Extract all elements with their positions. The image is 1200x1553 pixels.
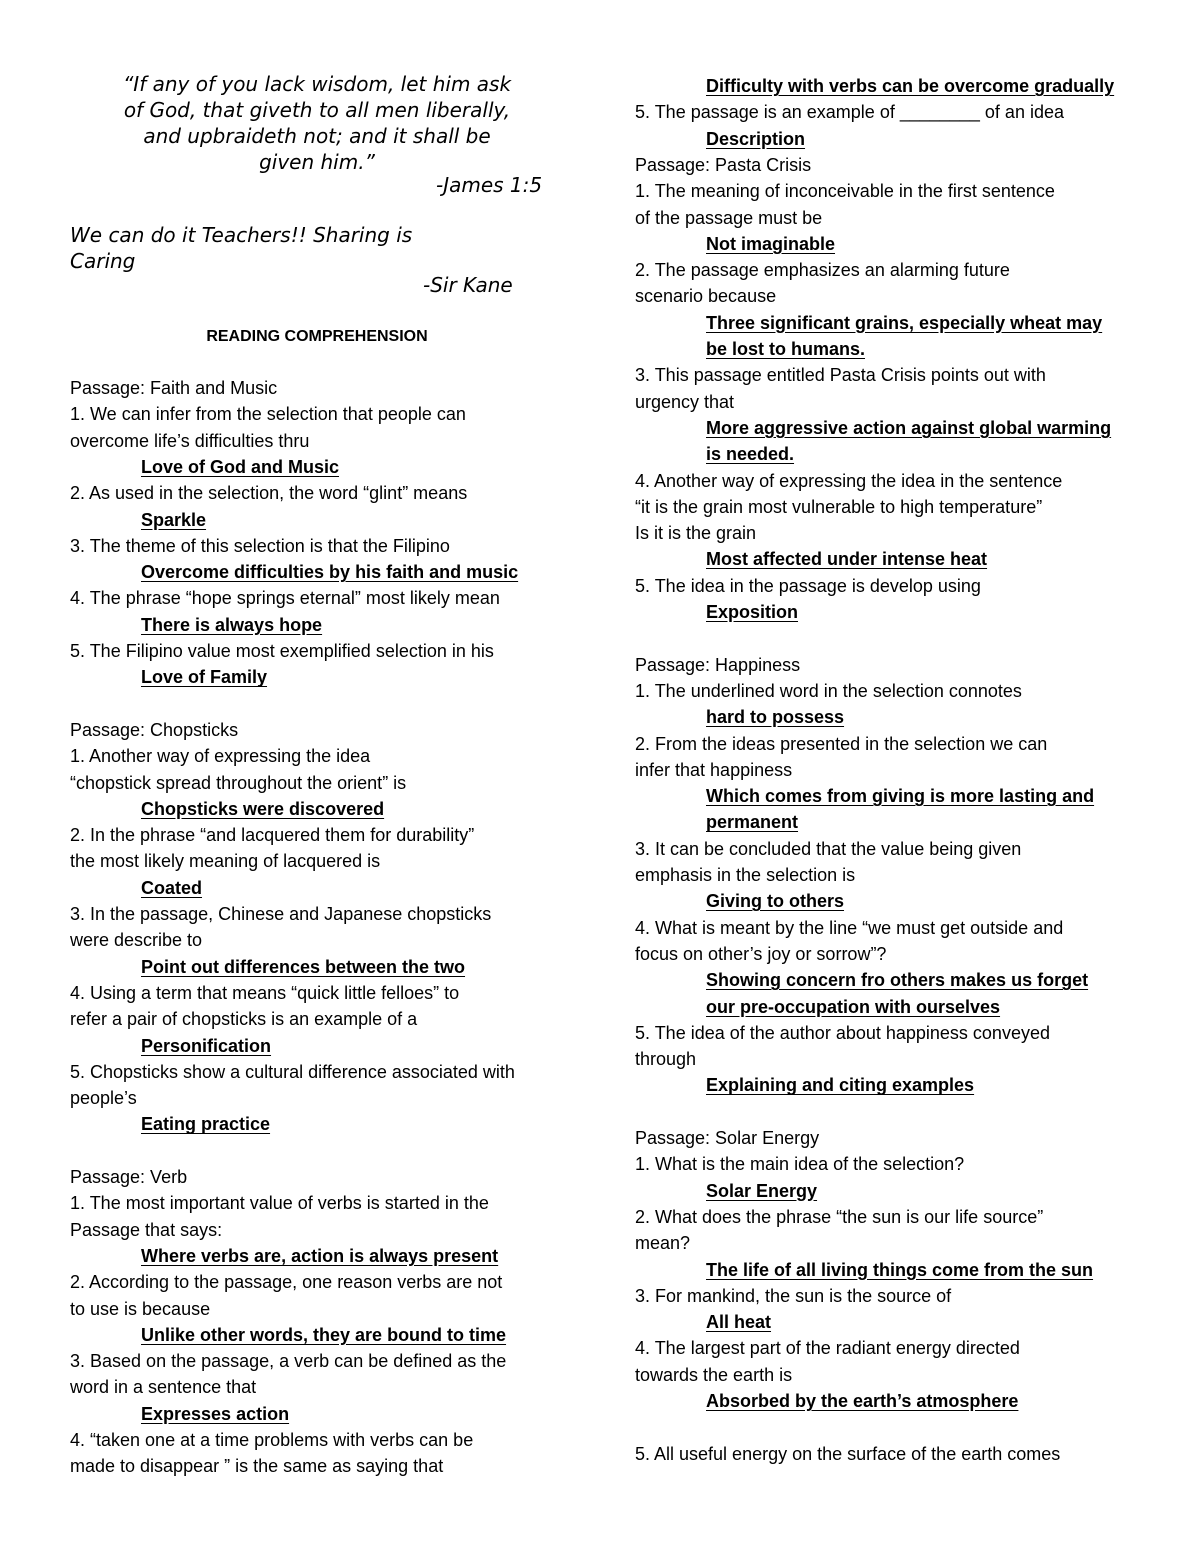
question-line: 5. The Filipino value most exemplified selection in his <box>70 641 494 661</box>
question-line: 2. The passage emphasizes an alarming future <box>635 260 1010 281</box>
answer-line: our pre-occupation with ourselves <box>706 996 1001 1017</box>
quote-line: given him.” <box>259 150 375 174</box>
answer-line: hard to possess <box>706 707 845 728</box>
answer-line: Exposition <box>706 602 799 622</box>
answer-line: Not imaginable <box>706 233 836 254</box>
answer-line: Personification <box>141 1035 272 1056</box>
question-line: Passage: Happiness <box>635 654 801 675</box>
answer-line: More aggressive action against global warming <box>706 417 1112 438</box>
question-line: 3. In the passage, Chinese and Japanese chopsticks <box>70 904 492 924</box>
question-line: 1. We can infer from the selection that people can <box>70 404 466 425</box>
question-line: 3. It can be concluded that the value being given <box>635 838 1022 859</box>
question-line: Passage: Pasta Crisis <box>635 154 812 175</box>
question-line: 4. Another way of expressing the idea in the sentence <box>635 470 1063 491</box>
question-line: 3. This passage entitled Pasta Crisis points out with <box>635 365 1046 386</box>
question-line: overcome life’s difficulties thru <box>70 430 310 451</box>
question-line: people’s <box>70 1088 137 1109</box>
answer-line: Eating practice <box>141 1114 271 1135</box>
question-line: 2. As used in the selection, the word “glint” means <box>70 483 468 504</box>
answer-line: Love of Family <box>141 667 268 688</box>
question-line: 3. The theme of this selection is that the Filipino <box>70 535 450 556</box>
answer-line: Coated <box>141 877 203 898</box>
motto-author: -Sir Kane <box>423 273 513 297</box>
question-line: 2. According to the passage, one reason verbs are not <box>70 1272 503 1293</box>
question-line: 4. Using a term that means “quick little felloes” to <box>70 982 460 1003</box>
question-line: 5. The idea in the passage is develop using <box>635 575 981 596</box>
question-line: “chopstick spread throughout the orient” is <box>70 772 407 793</box>
question-line: 4. What is meant by the line “we must get outside and <box>635 917 1064 938</box>
question-line: 5. The passage is an example of ________ of an idea <box>635 102 1064 123</box>
answer-line: Solar Energy <box>706 1180 818 1201</box>
answer-line: Chopsticks were discovered <box>141 798 385 819</box>
question-line: 1. Another way of expressing the idea <box>70 746 371 767</box>
answer-line: There is always hope <box>141 614 323 635</box>
question-line: Passage: Chopsticks <box>70 719 239 740</box>
question-line: towards the earth is <box>635 1364 793 1385</box>
question-line: Is it is the grain <box>635 523 757 544</box>
question-line: 4. “taken one at a time problems with verbs can be <box>70 1430 474 1450</box>
question-line: urgency that <box>635 391 735 412</box>
answer-line: Explaining and citing examples <box>706 1075 975 1096</box>
question-line: word in a sentence that <box>70 1377 257 1398</box>
question-line: Passage: Faith and Music <box>70 378 278 398</box>
question-line: were describe to <box>70 930 203 951</box>
question-line: 2. In the phrase “and lacquered them for durability” <box>70 825 475 846</box>
question-line: 3. Based on the passage, a verb can be defined as the <box>70 1351 507 1372</box>
question-line: 5. Chopsticks show a cultural difference associated with <box>70 1061 515 1082</box>
question-line: scenario because <box>635 286 777 307</box>
question-line: 2. What does the phrase “the sun is our life source” <box>635 1206 1044 1227</box>
question-line: Passage: Verb <box>70 1167 188 1187</box>
motto-line: Caring <box>70 249 136 273</box>
answer-line: is needed. <box>706 444 795 465</box>
answer-line: Point out differences between the two <box>141 956 466 977</box>
question-line: 1. The underlined word in the selection connotes <box>635 680 1022 701</box>
answer-line: Love of God and Music <box>141 456 340 477</box>
section-title: READING COMPREHENSION <box>206 328 428 345</box>
answer-line: Sparkle <box>141 509 207 530</box>
answer-line: The life of all living things come from the sun <box>706 1259 1094 1280</box>
question-line: 3. For mankind, the sun is the source of <box>635 1285 952 1306</box>
question-line: emphasis in the selection is <box>635 865 856 885</box>
question-line: the most likely meaning of lacquered is <box>70 851 381 872</box>
question-line: Passage that says: <box>70 1219 223 1240</box>
answer-line: Difficulty with verbs can be overcome gradually <box>706 76 1115 96</box>
answer-line: Description <box>706 128 806 149</box>
question-line: 5. The idea of the author about happiness conveyed <box>635 1022 1050 1043</box>
question-line: 1. What is the main idea of the selection? <box>635 1154 965 1175</box>
question-line: of the passage must be <box>635 207 823 228</box>
answer-line: All heat <box>706 1312 772 1333</box>
question-line: to use is because <box>70 1298 211 1319</box>
answer-line: permanent <box>706 812 799 833</box>
motto-line: We can do it Teachers!! Sharing is <box>70 223 413 247</box>
question-line: 1. The meaning of inconceivable in the first sentence <box>635 181 1055 202</box>
answer-line: Which comes from giving is more lasting and <box>706 786 1095 807</box>
answer-line: Overcome difficulties by his faith and music <box>141 562 519 583</box>
question-line: 5. All useful energy on the surface of the earth comes <box>635 1443 1061 1464</box>
question-line: refer a pair of chopsticks is an example of a <box>70 1009 418 1030</box>
answer-line: Expresses action <box>141 1403 290 1424</box>
answer-line: Giving to others <box>706 891 845 912</box>
answer-line: Where verbs are, action is always present <box>141 1245 499 1266</box>
quote-line: “If any of you lack wisdom, let him ask <box>122 72 512 96</box>
answer-line: Unlike other words, they are bound to time <box>141 1324 507 1345</box>
question-line: focus on other’s joy or sorrow”? <box>635 943 887 964</box>
question-line: 2. From the ideas presented in the selection we can <box>635 733 1048 754</box>
question-line: 4. The phrase “hope springs eternal” most likely mean <box>70 588 500 609</box>
question-line: through <box>635 1049 697 1070</box>
question-line: 4. The largest part of the radiant energy directed <box>635 1338 1020 1359</box>
quote-line: and upbraideth not; and it shall be <box>143 124 491 148</box>
answer-line: Absorbed by the earth’s atmosphere <box>706 1391 1019 1411</box>
question-line: made to disappear ” is the same as saying that <box>70 1456 444 1477</box>
answer-line: be lost to humans. <box>706 339 866 359</box>
quote-author: -James 1:5 <box>436 173 543 197</box>
question-line: Passage: Solar Energy <box>635 1128 820 1148</box>
quote-line: of God, that giveth to all men liberally, <box>123 98 511 122</box>
answer-line: Most affected under intense heat <box>706 549 988 570</box>
answer-line: Three significant grains, especially wheat may <box>706 312 1103 333</box>
question-line: mean? <box>635 1233 691 1254</box>
question-line: 1. The most important value of verbs is started in the <box>70 1193 489 1214</box>
question-line: infer that happiness <box>635 759 793 780</box>
question-line: “it is the grain most vulnerable to high temperature” <box>635 496 1043 517</box>
answer-line: Showing concern fro others makes us forget <box>706 970 1089 991</box>
